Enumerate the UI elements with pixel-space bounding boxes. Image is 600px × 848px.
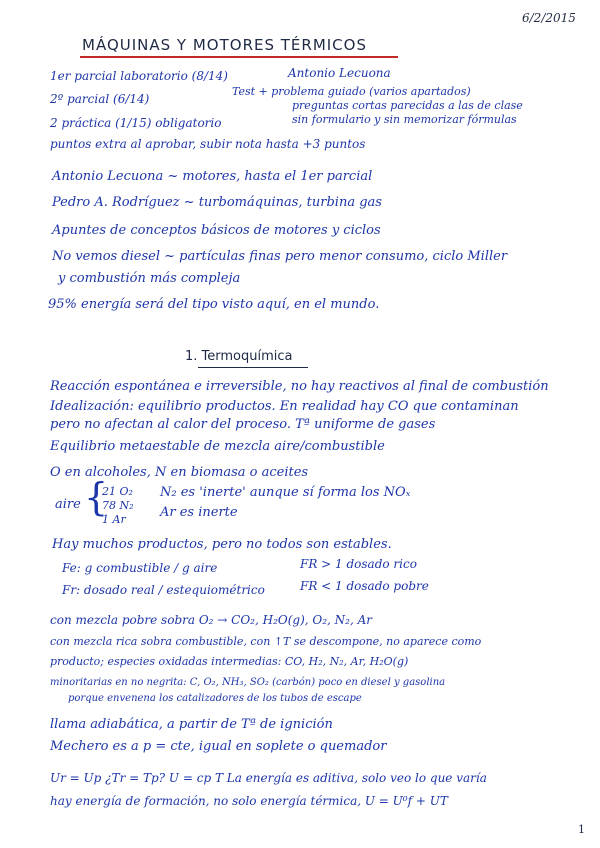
intro-line-4-left: 2 práctica (1/15) obligatorio bbox=[50, 116, 222, 130]
fr-poor: FR < 1 dosado pobre bbox=[300, 579, 429, 593]
teacher-2: Pedro A. Rodríguez ~ turbomáquinas, turbina gas bbox=[52, 195, 382, 210]
air-o2: 21 O₂ bbox=[102, 485, 133, 498]
page-title: MÁQUINAS Y MOTORES TÉRMICOS bbox=[82, 36, 367, 54]
more-line-2: con mezcla rica sobra combustible, con ↑T se descompone, no aparece como bbox=[50, 635, 482, 648]
date: 6/2/2015 bbox=[522, 11, 576, 25]
intro-line-3-right: preguntas cortas parecidas a las de clase bbox=[292, 99, 523, 112]
teacher-1: Antonio Lecuona ~ motores, hasta el 1er parcial bbox=[52, 169, 373, 184]
intro-line-2-left: 2º parcial (6/14) bbox=[50, 92, 150, 106]
section-line-5: O en alcoholes, N en biomasa o aceites bbox=[50, 465, 309, 480]
more-line-9: hay energía de formación, no solo energía térmica, U = U⁰f + UT bbox=[50, 794, 448, 808]
more-line-5: porque envenena los catalizadores de los tubos de escape bbox=[68, 693, 362, 704]
section-heading: 1. Termoquímica bbox=[185, 349, 293, 364]
section-line-4: Equilibrio metaestable de mezcla aire/combustible bbox=[50, 439, 385, 454]
air-ar-note: Ar es inerte bbox=[160, 505, 238, 520]
intro-line-1-right: Antonio Lecuona bbox=[288, 66, 391, 80]
intro-line-5: puntos extra al aprobar, subir nota hasta +3 puntos bbox=[50, 137, 366, 151]
page-number: 1 bbox=[578, 823, 585, 836]
section-line-2: Idealización: equilibrio productos. En realidad hay CO que contaminan bbox=[50, 399, 519, 414]
note-4: 95% energía será del tipo visto aquí, en el mundo. bbox=[48, 297, 380, 312]
more-line-1: con mezcla pobre sobra O₂ → CO₂, H₂O(g), O₂, N₂, Ar bbox=[50, 613, 373, 627]
more-line-8: Ur = Up ¿Tr = Tp? U = cp T La energía es aditiva, solo veo lo que varía bbox=[50, 771, 487, 785]
air-n2-note: N₂ es 'inerte' aunque sí forma los NOₓ bbox=[160, 485, 411, 500]
title-underline bbox=[80, 56, 398, 58]
section-line-1: Reacción espontánea e irreversible, no hay reactivos al final de combustión bbox=[50, 379, 549, 394]
intro-line-1-left: 1er parcial laboratorio (8/14) bbox=[50, 69, 228, 83]
air-label: aire bbox=[55, 497, 81, 512]
note-2: No vemos diesel ~ partículas finas pero menor consumo, ciclo Miller bbox=[52, 249, 508, 264]
intro-line-2-right: Test + problema guiado (varios apartados) bbox=[232, 85, 471, 98]
air-n2: 78 N₂ bbox=[102, 499, 134, 512]
section-underline bbox=[198, 367, 308, 368]
more-line-4: minoritarias en no negrita: C, O₂, NH₃, SO₂ (carbón) poco en diesel y gasolina bbox=[50, 677, 446, 688]
section-line-3: pero no afectan al calor del proceso. Tª uniforme de gases bbox=[50, 417, 436, 432]
stable-products: Hay muchos productos, pero no todos son estables. bbox=[52, 537, 392, 552]
more-line-3: producto; especies oxidadas intermedias: CO, H₂, N₂, Ar, H₂O(g) bbox=[50, 655, 409, 668]
fr-definition: Fr: dosado real / estequiométrico bbox=[62, 583, 265, 597]
more-line-6: llama adiabática, a partir de Tª de ignición bbox=[50, 717, 333, 732]
air-ar: 1 Ar bbox=[102, 513, 126, 526]
intro-line-4-right: sin formulario y sin memorizar fórmulas bbox=[292, 113, 517, 126]
air-brace: { bbox=[84, 475, 109, 519]
fe-definition: Fe: g combustible / g aire bbox=[62, 561, 218, 575]
fr-rich: FR > 1 dosado rico bbox=[300, 557, 417, 571]
note-3: y combustión más compleja bbox=[58, 271, 241, 286]
more-line-7: Mechero es a p = cte, igual en soplete o quemador bbox=[50, 739, 387, 754]
note-1: Apuntes de conceptos básicos de motores y ciclos bbox=[52, 223, 381, 238]
